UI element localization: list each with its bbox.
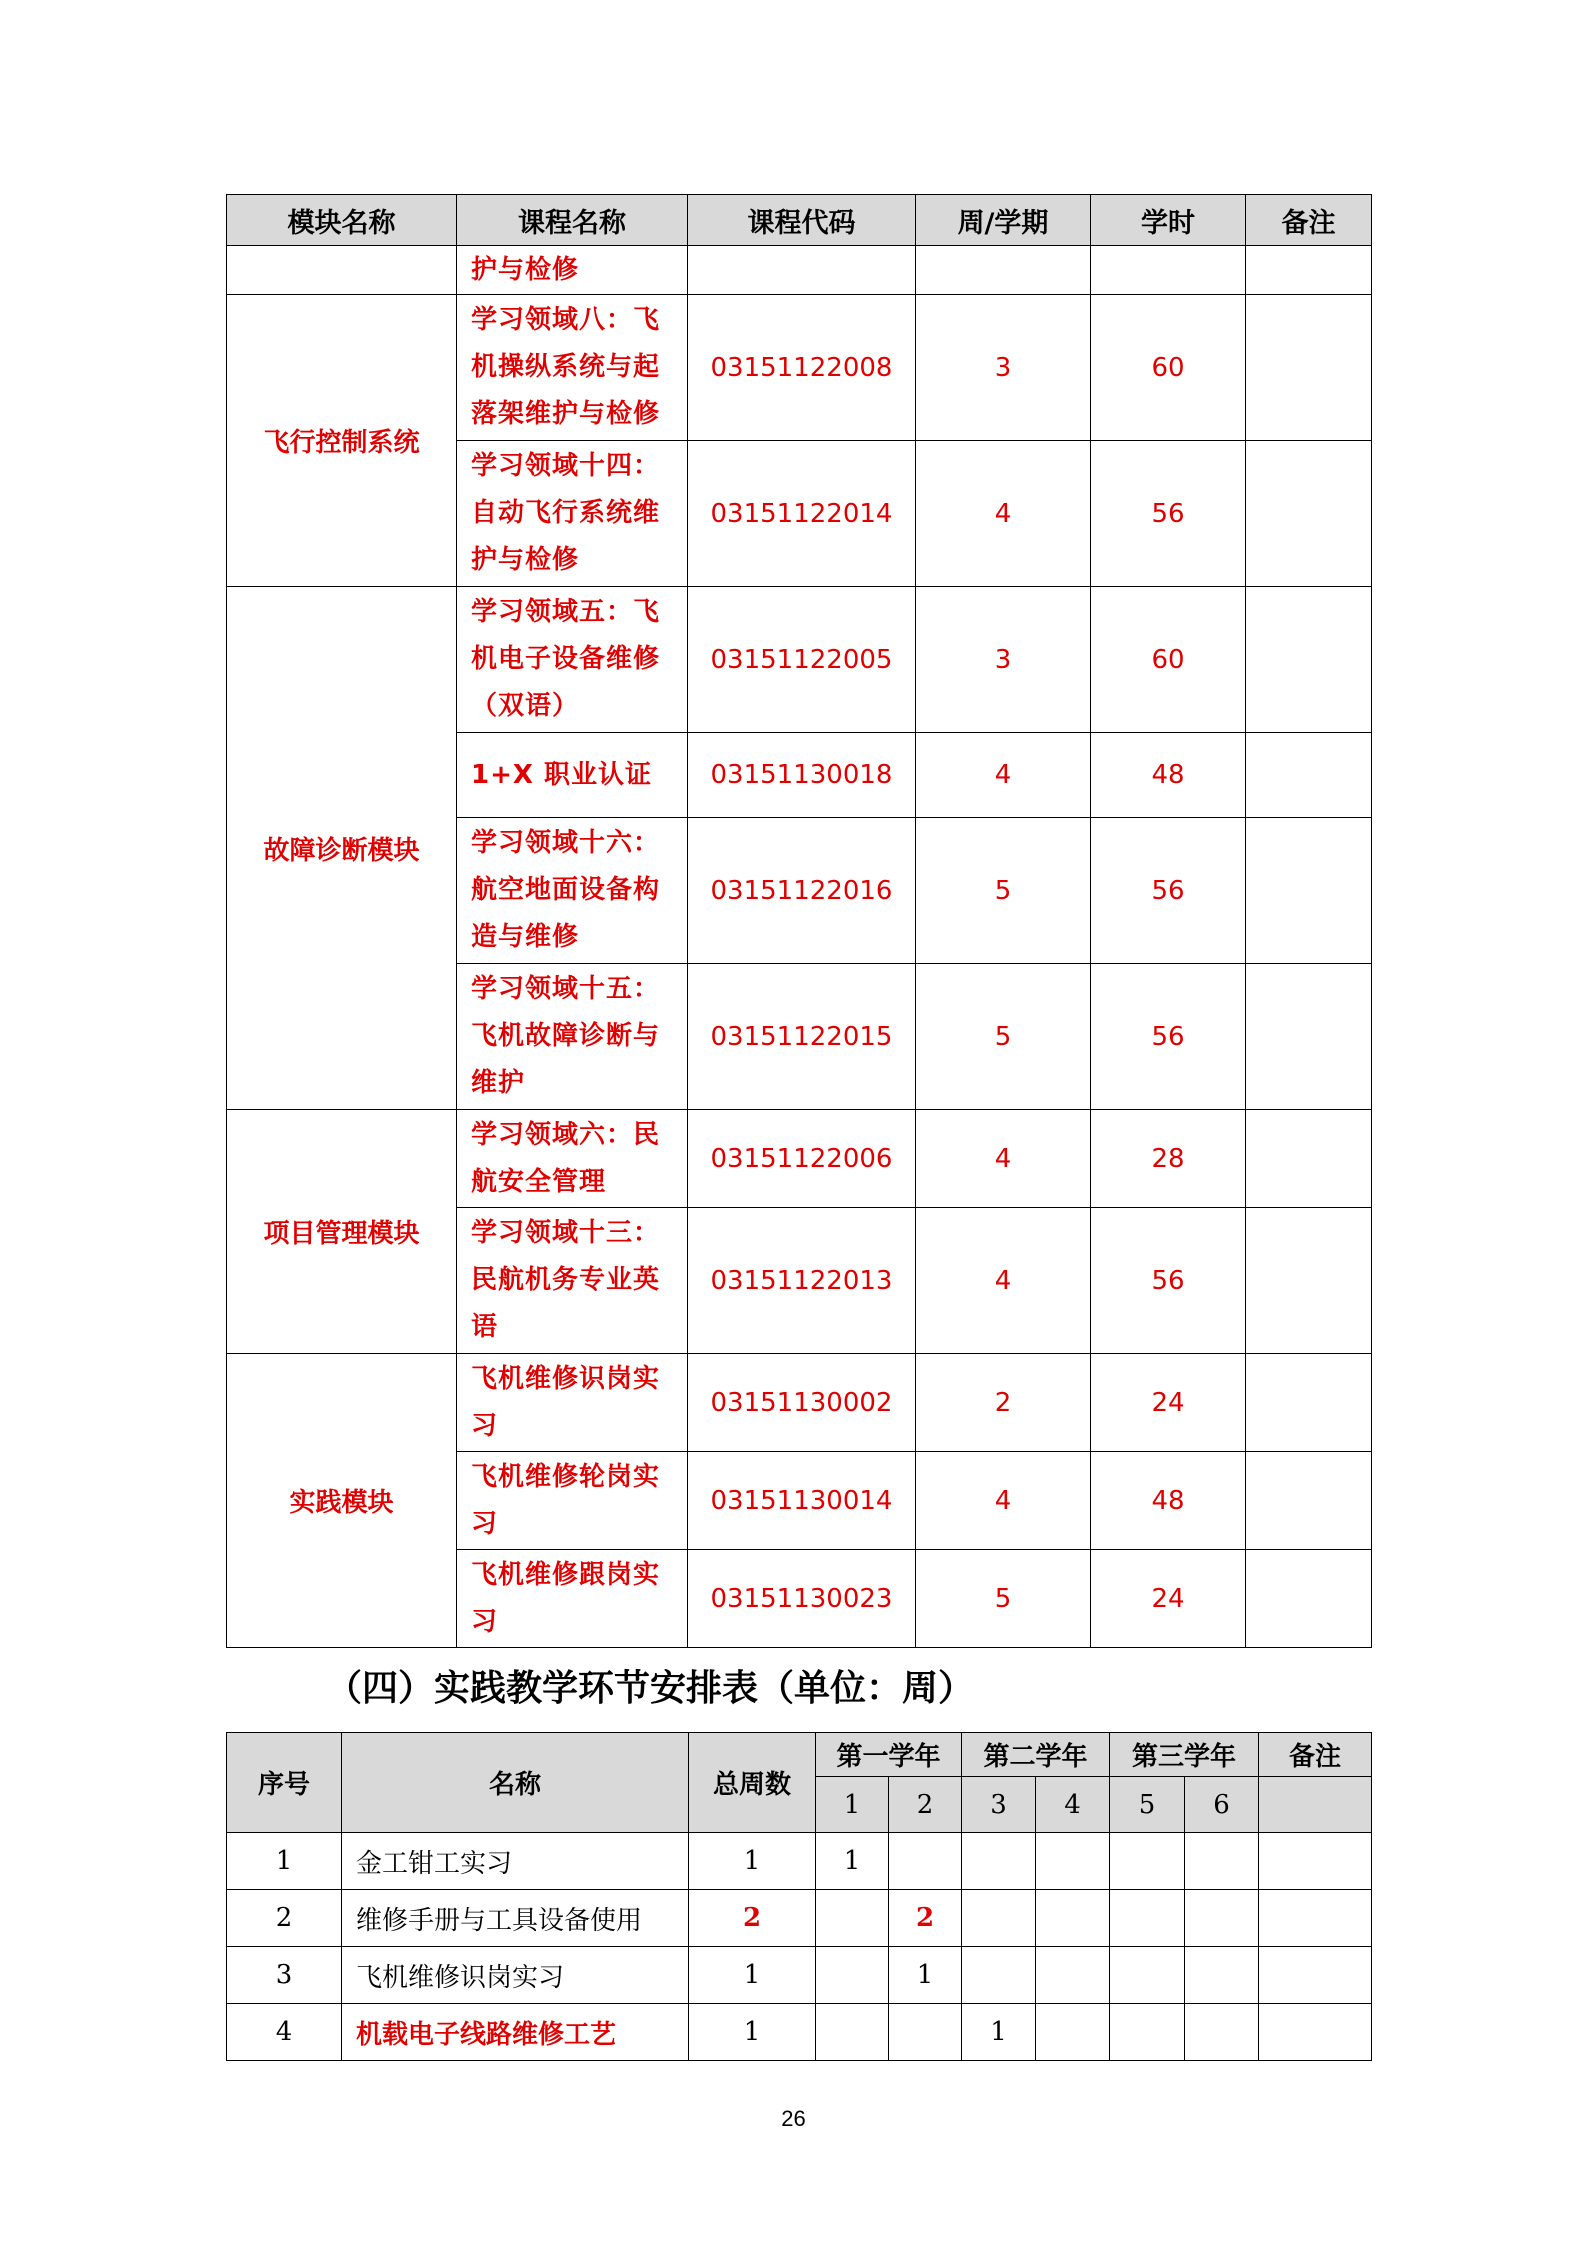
table-row bbox=[227, 1833, 1372, 1890]
course-hours: 56 bbox=[1091, 1208, 1246, 1354]
course-note bbox=[1246, 1354, 1372, 1452]
course-code: 03151122005 bbox=[688, 587, 916, 733]
header-name: 名称 bbox=[342, 1733, 689, 1833]
course-name: 1+X 职业认证 bbox=[457, 733, 688, 818]
header-term: 3 bbox=[962, 1777, 1036, 1833]
course-week: 4 bbox=[916, 1208, 1091, 1354]
course-week: 5 bbox=[916, 964, 1091, 1110]
table-row bbox=[227, 1354, 1372, 1452]
row-seq: 3 bbox=[227, 1947, 342, 2004]
course-note bbox=[1246, 295, 1372, 441]
course-note bbox=[1246, 964, 1372, 1110]
course-week: 3 bbox=[916, 587, 1091, 733]
course-note bbox=[1246, 1110, 1372, 1208]
row-term: 1 bbox=[816, 1833, 889, 1890]
course-hours: 24 bbox=[1091, 1354, 1246, 1452]
course-code: 03151122006 bbox=[688, 1110, 916, 1208]
header-term: 1 bbox=[816, 1777, 889, 1833]
row-term bbox=[1036, 1947, 1110, 2004]
course-hours: 56 bbox=[1091, 818, 1246, 964]
row-total: 2 bbox=[689, 1890, 816, 1947]
row-seq: 1 bbox=[227, 1833, 342, 1890]
header-year1: 第一学年 bbox=[816, 1733, 962, 1777]
course-code: 03151130002 bbox=[688, 1354, 916, 1452]
row-term bbox=[1036, 1833, 1110, 1890]
course-name: 学习领域十六：航空地面设备构造与维修 bbox=[457, 818, 688, 964]
row-term bbox=[1036, 1890, 1110, 1947]
row-note bbox=[1259, 1890, 1372, 1947]
page-number: 26 bbox=[781, 2106, 806, 2131]
row-note bbox=[1259, 1833, 1372, 1890]
practice-header-row bbox=[227, 1733, 1372, 1777]
table-row bbox=[227, 2004, 1372, 2061]
course-hours: 60 bbox=[1091, 295, 1246, 441]
course-name: 学习领域六：民航安全管理 bbox=[457, 1110, 688, 1208]
row-note bbox=[1259, 1947, 1372, 2004]
course-table-header bbox=[227, 195, 1372, 246]
header-course: 课程名称 bbox=[457, 195, 688, 246]
course-week: 4 bbox=[916, 733, 1091, 818]
practice-section-title: （四）实践教学环节安排表（单位：周） bbox=[326, 1668, 975, 1709]
header-term: 4 bbox=[1036, 1777, 1110, 1833]
row-name: 金工钳工实习 bbox=[342, 1833, 689, 1890]
row-term bbox=[816, 2004, 889, 2061]
table-row bbox=[227, 587, 1372, 733]
course-code: 03151130023 bbox=[688, 1550, 916, 1648]
row-term bbox=[1185, 1890, 1259, 1947]
course-note bbox=[1246, 1452, 1372, 1550]
course-code: 03151122014 bbox=[688, 441, 916, 587]
row-total: 1 bbox=[689, 2004, 816, 2061]
header-term: 5 bbox=[1110, 1777, 1185, 1833]
table-row bbox=[227, 246, 1372, 295]
course-name: 飞机维修轮岗实习 bbox=[457, 1452, 688, 1550]
course-week: 5 bbox=[916, 1550, 1091, 1648]
course-name: 学习领域十四：自动飞行系统维护与检修 bbox=[457, 441, 688, 587]
row-term bbox=[1110, 1890, 1185, 1947]
row-term bbox=[1185, 1947, 1259, 2004]
course-week: 2 bbox=[916, 1354, 1091, 1452]
course-name: 学习领域十五：飞机故障诊断与维护 bbox=[457, 964, 688, 1110]
course-hours: 28 bbox=[1091, 1110, 1246, 1208]
row-term bbox=[1185, 1833, 1259, 1890]
course-note bbox=[1246, 587, 1372, 733]
row-term: 1 bbox=[962, 2004, 1036, 2061]
table-row bbox=[227, 1890, 1372, 1947]
course-hours: 56 bbox=[1091, 964, 1246, 1110]
course-name: 学习领域十三：民航机务专业英语 bbox=[457, 1208, 688, 1354]
table-row bbox=[227, 1947, 1372, 2004]
course-hours: 24 bbox=[1091, 1550, 1246, 1648]
module-name: 实践模块 bbox=[227, 1354, 457, 1648]
module-name: 项目管理模块 bbox=[227, 1110, 457, 1354]
course-code: 03151130014 bbox=[688, 1452, 916, 1550]
header-code: 课程代码 bbox=[688, 195, 916, 246]
row-term bbox=[1110, 1947, 1185, 2004]
course-note bbox=[1246, 818, 1372, 964]
row-term bbox=[816, 1890, 889, 1947]
row-term bbox=[962, 1833, 1036, 1890]
row-total: 1 bbox=[689, 1833, 816, 1890]
course-name: 护与检修 bbox=[457, 246, 688, 295]
header-year3: 第三学年 bbox=[1110, 1733, 1259, 1777]
module-cell bbox=[227, 246, 457, 295]
course-week: 4 bbox=[916, 441, 1091, 587]
row-term bbox=[1110, 2004, 1185, 2061]
row-total: 1 bbox=[689, 1947, 816, 2004]
course-note bbox=[1246, 733, 1372, 818]
header-year2: 第二学年 bbox=[962, 1733, 1110, 1777]
header-week: 周/学期 bbox=[916, 195, 1091, 246]
row-term bbox=[1110, 1833, 1185, 1890]
course-code: 03151122008 bbox=[688, 295, 916, 441]
row-term bbox=[1185, 2004, 1259, 2061]
course-week: 3 bbox=[916, 295, 1091, 441]
row-seq: 2 bbox=[227, 1890, 342, 1947]
module-name: 故障诊断模块 bbox=[227, 587, 457, 1110]
course-name: 学习领域八：飞机操纵系统与起落架维护与检修 bbox=[457, 295, 688, 441]
course-note bbox=[1246, 1208, 1372, 1354]
course-code bbox=[688, 246, 916, 295]
module-name: 飞行控制系统 bbox=[227, 295, 457, 587]
practice-table bbox=[226, 1732, 1372, 2061]
header-term: 6 bbox=[1185, 1777, 1259, 1833]
row-term: 1 bbox=[889, 1947, 962, 2004]
header-module: 模块名称 bbox=[227, 195, 457, 246]
course-hours bbox=[1091, 246, 1246, 295]
row-term bbox=[1036, 2004, 1110, 2061]
course-code: 03151122016 bbox=[688, 818, 916, 964]
course-week: 4 bbox=[916, 1452, 1091, 1550]
header-hours: 学时 bbox=[1091, 195, 1246, 246]
row-name: 机载电子线路维修工艺 bbox=[342, 2004, 689, 2061]
header-term: 2 bbox=[889, 1777, 962, 1833]
course-week: 5 bbox=[916, 818, 1091, 964]
row-term bbox=[962, 1947, 1036, 2004]
course-week: 4 bbox=[916, 1110, 1091, 1208]
course-code: 03151130018 bbox=[688, 733, 916, 818]
course-code: 03151122015 bbox=[688, 964, 916, 1110]
course-hours: 48 bbox=[1091, 1452, 1246, 1550]
header-note: 备注 bbox=[1259, 1733, 1372, 1777]
course-code: 03151122013 bbox=[688, 1208, 916, 1354]
row-name: 飞机维修识岗实习 bbox=[342, 1947, 689, 2004]
table-row bbox=[227, 295, 1372, 441]
course-note bbox=[1246, 441, 1372, 587]
course-hours: 56 bbox=[1091, 441, 1246, 587]
row-term bbox=[889, 2004, 962, 2061]
header-total: 总周数 bbox=[689, 1733, 816, 1833]
table-row bbox=[227, 1110, 1372, 1208]
course-hours: 48 bbox=[1091, 733, 1246, 818]
row-term: 2 bbox=[889, 1890, 962, 1947]
course-name: 学习领域五：飞机电子设备维修（双语） bbox=[457, 587, 688, 733]
course-name: 飞机维修识岗实习 bbox=[457, 1354, 688, 1452]
row-note bbox=[1259, 2004, 1372, 2061]
row-term bbox=[816, 1947, 889, 2004]
header-seq: 序号 bbox=[227, 1733, 342, 1833]
row-seq: 4 bbox=[227, 2004, 342, 2061]
course-name: 飞机维修跟岗实习 bbox=[457, 1550, 688, 1648]
course-note bbox=[1246, 246, 1372, 295]
course-table bbox=[226, 194, 1372, 1648]
course-week bbox=[916, 246, 1091, 295]
course-note bbox=[1246, 1550, 1372, 1648]
row-term bbox=[889, 1833, 962, 1890]
row-name: 维修手册与工具设备使用 bbox=[342, 1890, 689, 1947]
row-term bbox=[962, 1890, 1036, 1947]
course-hours: 60 bbox=[1091, 587, 1246, 733]
header-note-blank bbox=[1259, 1777, 1372, 1833]
header-note: 备注 bbox=[1246, 195, 1372, 246]
